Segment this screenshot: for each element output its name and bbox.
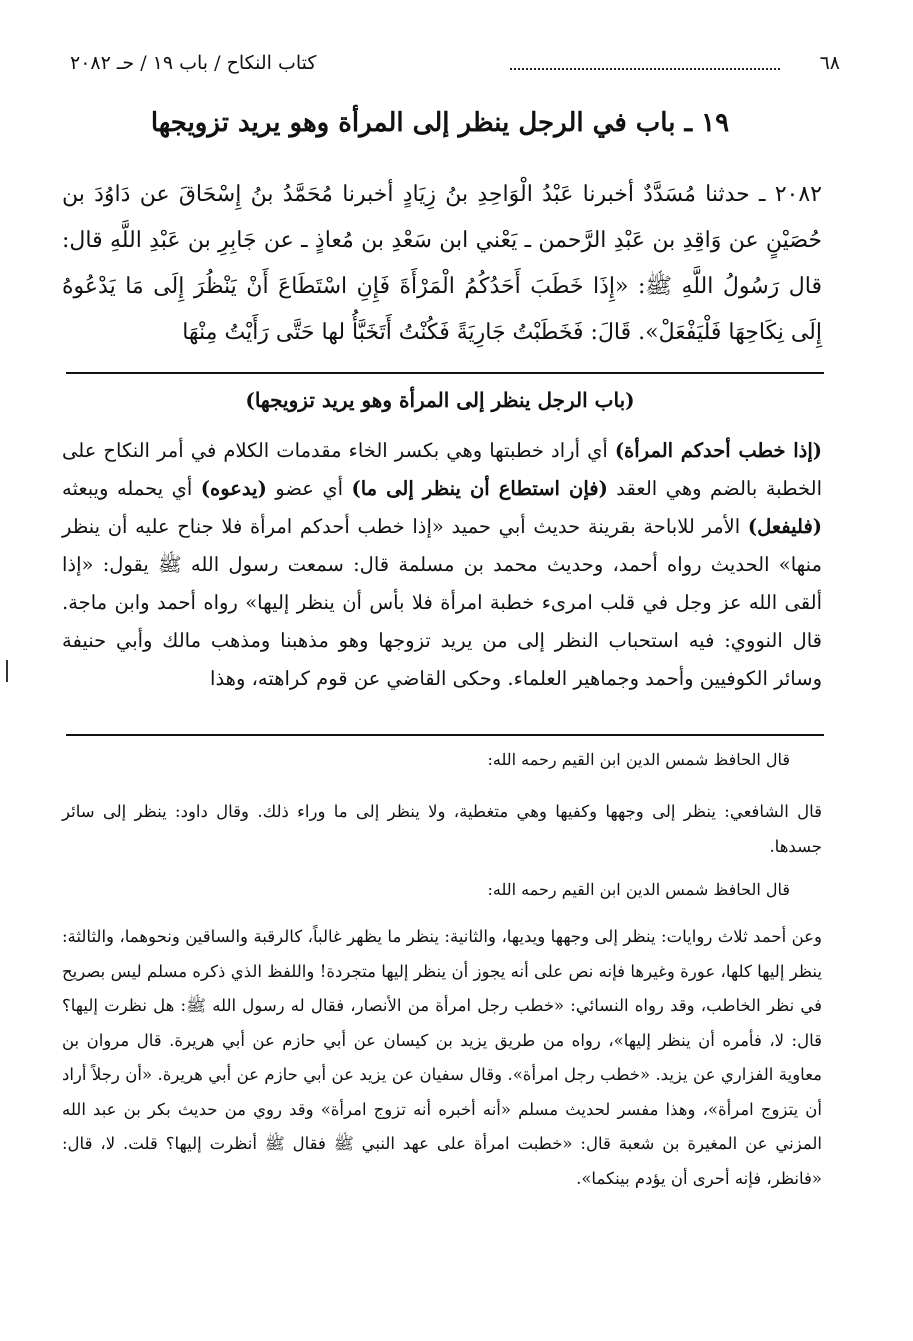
divider-rule-top bbox=[66, 372, 824, 374]
commentary-text bbox=[62, 432, 822, 698]
hadith-text: ٢٠٨٢ ـ حدثنا مُسَدَّدٌ أخبرنا عَبْدُ الْوَاحِدِ بنُ زِيَادٍ أخبرنا مُحَمَّدُ بنُ إِسْحَاقَ عن دَاوُدَ بن حُصَيْنٍ عن وَاقِدِ بن عَبْدِ الرَّحمن ـ يَعْني ابن سَعْدِ بن مُعاذٍ ـ عن جَابِرِ بن عَبْدِ اللَّهِ قال: قال رَسُولُ اللَّهِ ﷺ: «إِذَا خَطَبَ أَحَدُكُمُ الْمَرْأَةَ فَإِنِ اسْتَطَاعَ أَنْ يَنْظُرَ إِلَى مَا يَدْعُوهُ إِلَى نِكَاحِهَا فَلْيَفْعَلْ». قَالَ: فَخَطَبْتُ جَارِيَةً فَكُنْتُ أَتَخَبَّأُ لها حَتَّى رَأَيْتُ مِنْهَا bbox=[62, 182, 823, 345]
note-paragraph-2: وعن أحمد ثلاث روايات: ينظر إلى وجهها ويديها، والثانية: ينظر ما يظهر غالباً، كالرقبة والساقين ونحوهما، والثالثة: ينظر إليها كلها، عورة وغيرها فإنه نص على أنه يجوز أن ينظر إليها متجردة! واللفظ الذي ذكره مسلم ليس بصريح في نظر الخاطب، وقد رواه النسائي: «خطب رجل امرأة من الأنصار، فقال له رسول الله ﷺ: هل نظرت إليها؟ قال: لا، فأمره أن ينظر إليها»، رواه من طريق يزيد بن كيسان عن أبي حازم عن أبي هريرة. قال مروان بن معاوية الفزاري عن يزيد. «خطب رجل امرأة». وقال سفيان عن يزيد عن أبي حازم عن أبي هريرة. «أن رجلاً أراد أن يتزوج امرأة»، وهذا مفسر لحديث مسلم «أنه أخبره أنه تزوج امرأة» وقد روي من حديث بكر بن عبد الله المزني عن المغيرة بن شعبة قال: «خطبت امرأة على عهد النبي ﷺ فقال ﷺ أنظرت إليها؟ قلت. لا، قال: «فانظر، فإنه أحرى أن يؤدم بينكما». bbox=[62, 927, 822, 1188]
commentary-lemma-3: (يدعوه) bbox=[200, 477, 267, 500]
chapter-title: ١٩ ـ باب في الرجل ينظر إلى المرأة وهو يريد تزويجها bbox=[150, 108, 730, 138]
commentary-lemma-1: (إذا خطب أحدكم المرأة) bbox=[614, 439, 822, 462]
commentary-gloss-4: الأمر للاباحة بقرينة حديث أبي حميد «إذا خطب أحدكم امرأة فلا جناح عليه أن ينظر منها» الحديث رواه أحمد، وحديث محمد بن مسلمة قال: سمعت رسول الله ﷺ يقول: «إذا ألقى الله عز وجل في قلب امرىء خطبة امرأة فلا بأس أن ينظر إليها» رواه أحمد وابن ماجة. قال النووي: فيه استحباب النظر إلى من يريد تزوجها وهو مذهبنا ومذهب مالك وأبي حنيفة وسائر الكوفيين وأحمد وجماهير العلماء. وحكى القاضي عن قوم كراهته، وهذا bbox=[62, 515, 822, 690]
page-number: ٦٨ bbox=[819, 52, 840, 74]
note-heading-2: قال الحافظ شمس الدين ابن القيم رحمه الله: bbox=[487, 880, 790, 899]
header-dotted-leader bbox=[510, 68, 780, 70]
commentary-gloss-2: أي عضو bbox=[266, 477, 352, 500]
divider-rule-bottom bbox=[66, 734, 824, 736]
page-header bbox=[70, 48, 840, 84]
margin-scan-mark bbox=[6, 660, 8, 682]
running-title: كتاب النكاح / باب ١٩ / حـ ٢٠٨٢ bbox=[70, 52, 317, 74]
note-paragraph-1: قال الشافعي: ينظر إلى وجهها وكفيها وهي متغطية، ولا ينظر إلى ما وراء ذلك. وقال داود: ينظر إلى سائر جسدها. bbox=[62, 802, 822, 856]
commentary-lemma-4: (فليفعل) bbox=[747, 515, 822, 538]
commentary-title: (باب الرجل ينظر إلى المرأة وهو يريد تزويجها) bbox=[245, 388, 635, 412]
note-heading-1: قال الحافظ شمس الدين ابن القيم رحمه الله: bbox=[487, 750, 790, 769]
commentary-lemma-2: (فإن استطاع أن ينظر إلى ما) bbox=[351, 477, 608, 500]
commentary-gloss-3: أي يحمله ويبعثه bbox=[62, 477, 201, 500]
commentary-gloss-1: أي أراد خطبتها وهي بكسر الخاء مقدمات الكلام في أمر النكاح على الخطبة بالضم وهي العقد bbox=[62, 439, 823, 500]
